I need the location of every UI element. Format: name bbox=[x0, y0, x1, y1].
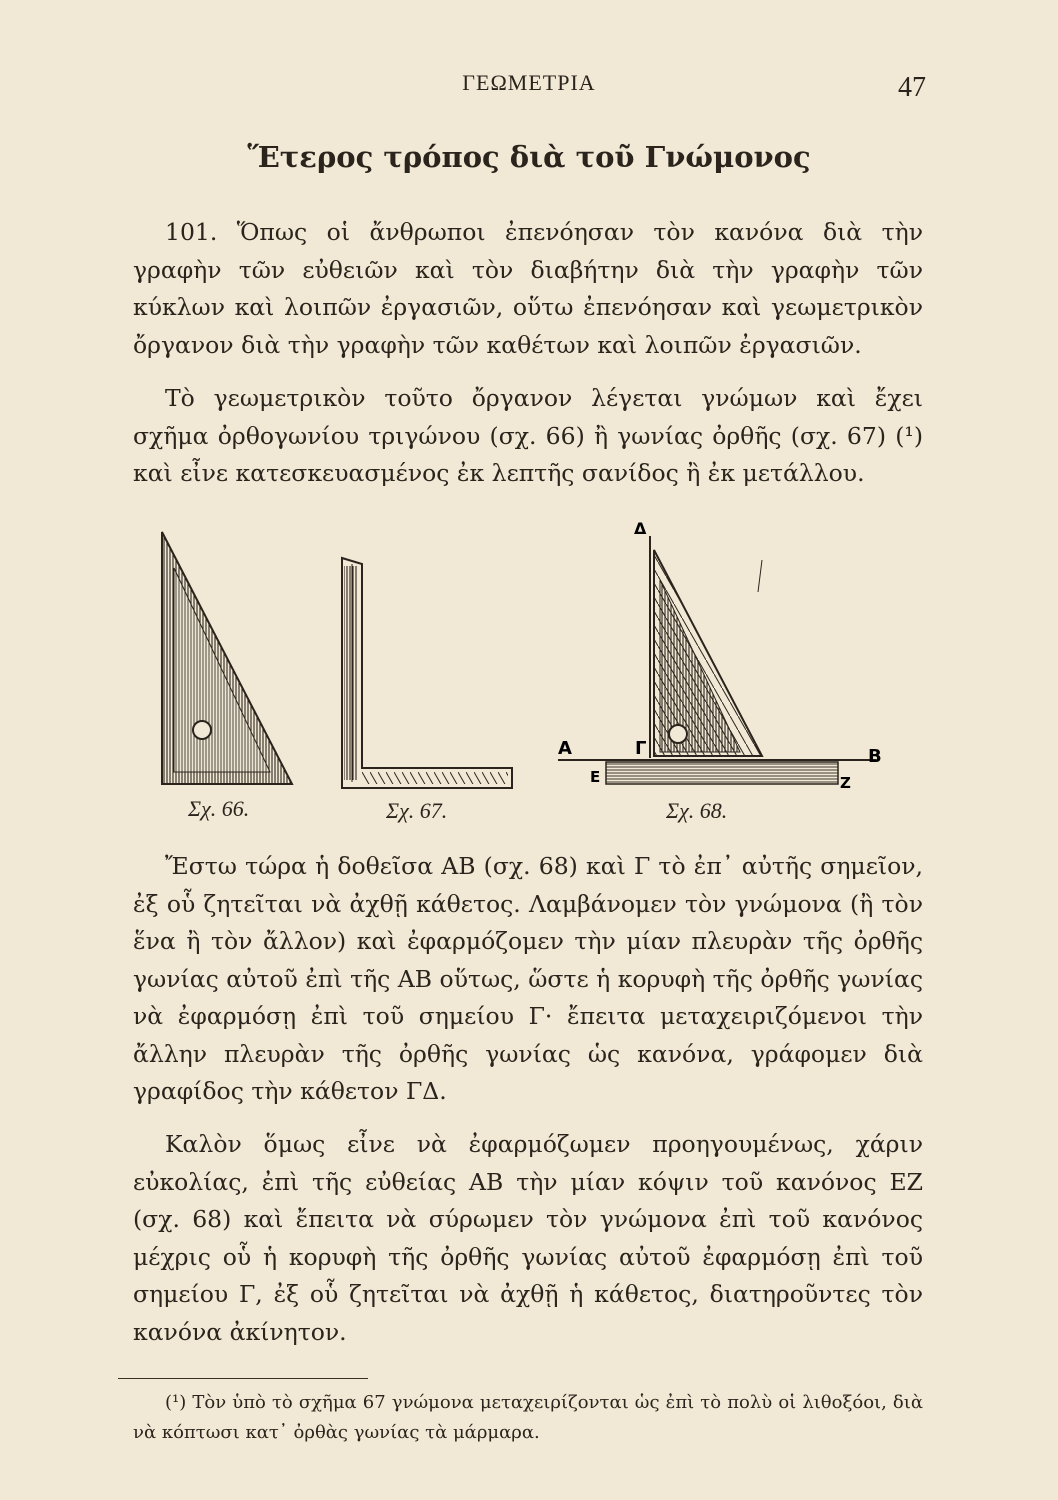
running-title: ΓΕΩΜΕΤΡΙΑ bbox=[462, 70, 596, 95]
paragraph-101: 101. Ὅπως οἱ ἄνθρωποι ἐπενόησαν τὸν κανόνα διὰ τὴν γραφὴν τῶν εὐθειῶν καὶ τὸν διαβήτην διὰ τὴν γραφὴν τῶν κύκλων καὶ λοιπῶν ἐργασιῶν, οὕτω ἐπενόησαν καὶ γεωμετρικὸν ὄργανον διὰ τὴν γραφὴν τῶν καθέτων καὶ λοιπῶν ἐργασιῶν. bbox=[133, 218, 923, 359]
label-gamma: Γ bbox=[635, 738, 647, 759]
figure-68-caption: Σχ. 68. bbox=[666, 798, 728, 823]
label-beta: Β bbox=[868, 746, 882, 767]
figures-row bbox=[130, 520, 930, 830]
label-zeta: Ζ bbox=[840, 774, 851, 792]
label-alpha: Α bbox=[558, 738, 572, 759]
label-delta: Δ bbox=[634, 520, 647, 538]
figure-68-construction bbox=[558, 520, 882, 792]
ruler-ez bbox=[606, 762, 838, 784]
figure-67-l-square bbox=[342, 558, 512, 788]
figure-66-triangle bbox=[162, 532, 292, 784]
hole-icon bbox=[669, 725, 687, 743]
label-epsilon: Ε bbox=[590, 768, 601, 786]
hole-icon bbox=[193, 721, 211, 739]
paragraph-ruler-method: Καλὸν ὅμως εἶνε νὰ ἐφαρμόζωμεν προηγουμένως, χάριν εὐκολίας, ἐπὶ τῆς εὐθείας ΑΒ τὴν μίαν κόψιν τοῦ κανόνος ΕΖ (σχ. 68) καὶ ἔπειτα νὰ σύρωμεν τὸν γνώμονα ἐπὶ τοῦ κανόνος μέχρις οὗ ἡ κορυφὴ τῆς ὀρθῆς γωνίας αὐτοῦ ἐφαρμόσῃ ἐπὶ τοῦ σημείου Γ, ἐξ οὗ ζητεῖται νὰ ἀχθῇ ἡ κάθετος, διατηροῦντες τὸν κανόνα ἀκίνητον. bbox=[133, 1130, 923, 1346]
paragraph-gnomon-definition: Τὸ γεωμετρικὸν τοῦτο ὄργανον λέγεται γνώμων καὶ ἔχει σχῆμα ὀρθογωνίου τριγώνου (σχ. 66) ἢ γωνίας ὀρθῆς (σχ. 67) (¹) καὶ εἶνε κατεσκευασμένος ἐκ λεπτῆς σανίδος ἢ ἐκ μετάλλου. bbox=[133, 384, 923, 487]
figures-svg bbox=[130, 520, 930, 830]
section-title: Ἕτερος τρόπος διὰ τοῦ Γνώμονος bbox=[247, 140, 811, 174]
figure-66-caption: Σχ. 66. bbox=[188, 796, 250, 821]
running-head bbox=[0, 70, 1058, 103]
figure-67-caption: Σχ. 67. bbox=[386, 798, 448, 823]
footnote: (¹) Τὸν ὑπὸ τὸ σχῆμα 67 γνώμονα μεταχειρίζονται ὡς ἐπὶ τὸ πολὺ οἱ λιθοξόοι, διὰ νὰ κόπτωσι κατ᾽ ὀρθὰς γωνίας τὰ μάρμαρα. bbox=[133, 1392, 923, 1443]
page-number: 47 bbox=[898, 72, 926, 103]
footnote-rule bbox=[118, 1378, 368, 1379]
paragraph-construction: Ἔστω τώρα ἡ δοθεῖσα ΑΒ (σχ. 68) καὶ Γ τὸ ἐπ᾽ αὐτῆς σημεῖον, ἐξ οὗ ζητεῖται νὰ ἀχθῇ κάθετος. Λαμβάνομεν τὸν γνώμονα (ἢ τὸν ἕνα ἢ τὸν ἄλλον) καὶ ἐφαρμόζομεν τὴν μίαν πλευρὰν τῆς ὀρθῆς γωνίας αὐτοῦ ἐπὶ τῆς ΑΒ οὕτως, ὥστε ἡ κορυφὴ τῆς ὀρθῆς γωνίας νὰ ἐφαρμόσῃ ἐπὶ τοῦ σημείου Γ· ἔπειτα μεταχειριζόμενοι τὴν ἄλλην πλευρὰν τῆς ὀρθῆς γωνίας ὡς κανόνα, γράφομεν διὰ γραφίδος τὴν κάθετον ΓΔ. bbox=[133, 852, 923, 1105]
